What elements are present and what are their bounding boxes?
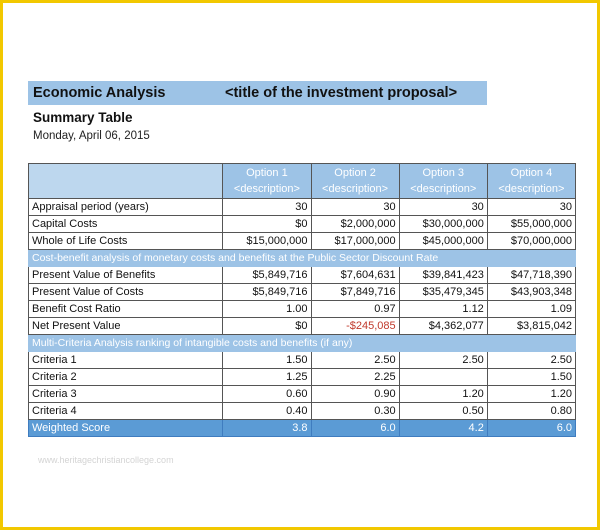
value-cell[interactable]: 1.50 xyxy=(487,369,575,386)
option-name: Option 1 xyxy=(246,167,288,179)
option-name: Option 2 xyxy=(334,167,376,179)
value-cell[interactable]: $55,000,000 xyxy=(487,216,575,233)
value-cell[interactable]: 0.40 xyxy=(223,403,311,420)
option-name: Option 4 xyxy=(510,167,553,179)
value-cell[interactable]: 1.50 xyxy=(223,352,311,369)
value-cell[interactable]: 1.09 xyxy=(487,301,575,318)
value-cell[interactable]: $47,718,390 xyxy=(487,267,575,284)
value-cell[interactable]: 0.30 xyxy=(311,403,399,420)
table-row xyxy=(29,403,576,420)
row-label: Criteria 1 xyxy=(29,352,223,369)
value-cell[interactable]: -$245,085 xyxy=(311,318,399,335)
section-title: Cost-benefit analysis of monetary costs and benefits at the Public Sector Discount Rate xyxy=(29,250,576,267)
summary-table xyxy=(28,163,576,437)
table-row xyxy=(29,352,576,369)
header-blank-cell xyxy=(29,164,223,199)
value-cell[interactable]: 0.90 xyxy=(311,386,399,403)
row-label: Whole of Life Costs xyxy=(29,233,223,250)
value-cell[interactable]: $30,000,000 xyxy=(399,216,487,233)
row-label: Criteria 3 xyxy=(29,386,223,403)
section-cost-benefit xyxy=(29,250,576,267)
weighted-score-row xyxy=(29,420,576,437)
table-row xyxy=(29,301,576,318)
value-cell[interactable]: 1.20 xyxy=(487,386,575,403)
row-label: Capital Costs xyxy=(29,216,223,233)
value-cell[interactable]: $0 xyxy=(223,216,311,233)
value-cell[interactable]: $4,362,077 xyxy=(399,318,487,335)
section-title: Multi-Criteria Analysis ranking of intangible costs and benefits (if any) xyxy=(29,335,576,352)
options-header-row xyxy=(29,164,576,199)
row-label: Criteria 2 xyxy=(29,369,223,386)
table-row xyxy=(29,318,576,335)
value-cell[interactable]: 0.80 xyxy=(487,403,575,420)
option-description: <description> xyxy=(322,183,389,195)
value-cell[interactable]: 3.8 xyxy=(223,420,311,437)
date-text: Monday, April 06, 2015 xyxy=(33,130,150,142)
value-cell[interactable]: 2.50 xyxy=(487,352,575,369)
table-row xyxy=(29,369,576,386)
value-cell[interactable]: 2.50 xyxy=(399,352,487,369)
value-cell[interactable]: 0.50 xyxy=(399,403,487,420)
row-label: Criteria 4 xyxy=(29,403,223,420)
option-header-2 xyxy=(311,164,399,199)
row-label: Appraisal period (years) xyxy=(29,199,223,216)
value-cell[interactable]: $15,000,000 xyxy=(223,233,311,250)
option-name: Option 3 xyxy=(422,167,465,179)
value-cell[interactable]: $17,000,000 xyxy=(311,233,399,250)
value-cell[interactable]: 2.25 xyxy=(311,369,399,386)
option-description: <description> xyxy=(233,183,300,195)
value-cell[interactable]: $0 xyxy=(223,318,311,335)
proposal-title: <title of the investment proposal> xyxy=(223,81,487,105)
value-cell[interactable]: 1.12 xyxy=(399,301,487,318)
summary-heading: Summary Table xyxy=(33,110,133,125)
value-cell[interactable]: $43,903,348 xyxy=(487,284,575,301)
value-cell[interactable]: 1.25 xyxy=(223,369,311,386)
value-cell[interactable]: $7,849,716 xyxy=(311,284,399,301)
table-row xyxy=(29,386,576,403)
value-cell[interactable]: $5,849,716 xyxy=(223,267,311,284)
table-row xyxy=(29,267,576,284)
section-multi-criteria xyxy=(29,335,576,352)
value-cell[interactable]: 0.97 xyxy=(311,301,399,318)
option-description: <description> xyxy=(498,183,565,195)
value-cell[interactable] xyxy=(399,369,487,386)
row-label: Present Value of Costs xyxy=(29,284,223,301)
value-cell[interactable]: 2.50 xyxy=(311,352,399,369)
value-cell[interactable]: $39,841,423 xyxy=(399,267,487,284)
value-cell[interactable]: 4.2 xyxy=(399,420,487,437)
value-cell[interactable]: 1.20 xyxy=(399,386,487,403)
row-label: Present Value of Benefits xyxy=(29,267,223,284)
value-cell[interactable]: $35,479,345 xyxy=(399,284,487,301)
value-cell[interactable]: 30 xyxy=(487,199,575,216)
value-cell[interactable]: 6.0 xyxy=(311,420,399,437)
value-cell[interactable]: 30 xyxy=(311,199,399,216)
value-cell[interactable]: $2,000,000 xyxy=(311,216,399,233)
value-cell[interactable]: 6.0 xyxy=(487,420,575,437)
option-header-4 xyxy=(487,164,575,199)
table-row xyxy=(29,199,576,216)
row-label: Net Present Value xyxy=(29,318,223,335)
option-header-1 xyxy=(223,164,311,199)
table-row xyxy=(29,284,576,301)
option-description: <description> xyxy=(410,183,477,195)
value-cell[interactable]: $5,849,716 xyxy=(223,284,311,301)
value-cell[interactable]: $3,815,042 xyxy=(487,318,575,335)
watermark-text: www.heritagechristiancollege.com xyxy=(38,455,174,465)
row-label: Weighted Score xyxy=(29,420,223,437)
page-title: Economic Analysis xyxy=(28,81,223,105)
value-cell[interactable]: 30 xyxy=(223,199,311,216)
option-header-3 xyxy=(399,164,487,199)
title-band xyxy=(28,80,578,106)
value-cell[interactable]: 30 xyxy=(399,199,487,216)
spreadsheet xyxy=(28,80,578,434)
table-row xyxy=(29,216,576,233)
value-cell[interactable]: $7,604,631 xyxy=(311,267,399,284)
value-cell[interactable]: $45,000,000 xyxy=(399,233,487,250)
value-cell[interactable]: $70,000,000 xyxy=(487,233,575,250)
table-row xyxy=(29,233,576,250)
value-cell[interactable]: 1.00 xyxy=(223,301,311,318)
value-cell[interactable]: 0.60 xyxy=(223,386,311,403)
row-label: Benefit Cost Ratio xyxy=(29,301,223,318)
